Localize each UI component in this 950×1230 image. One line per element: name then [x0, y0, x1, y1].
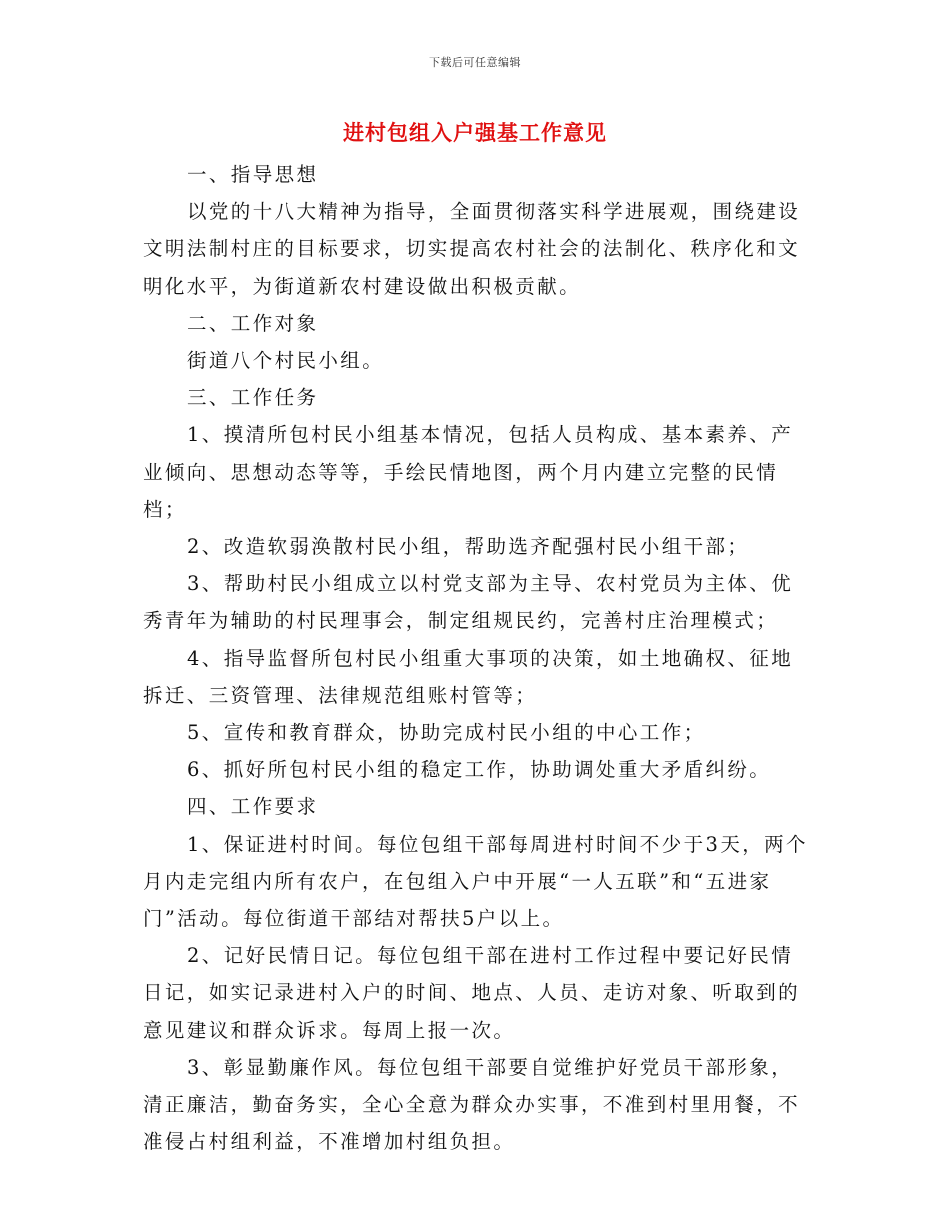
task-item-3: 3、帮助村民小组成立以村党支部为主导、农村党员为主体、优秀青年为辅助的村民理事会，制定组规民约，完善村庄治理模式；: [143, 572, 794, 633]
document-title: 进村包组入户强基工作意见: [343, 120, 607, 145]
section-heading-work-target: 二、工作对象: [187, 311, 319, 335]
task-item-5: 5、宣传和教育群众，协助完成村民小组的中心工作；: [187, 721, 706, 745]
requirement-item-1: 1、保证进村时间。每位包组干部每周进村时间不少于3天，两个月内走完组内所有农户，在包组入户中开展“一人五联”和“五进家门”活动。每位街道干部结对帮扶5户以上。: [143, 832, 808, 931]
header-note: 下载后可任意编辑: [429, 56, 521, 69]
paragraph-work-target: 街道八个村民小组。: [187, 349, 385, 373]
task-item-4: 4、指导监督所包村民小组重大事项的决策，如土地确权、征地拆迁、三资管理、法律规范组账村管等；: [143, 646, 794, 707]
paragraph-guiding-thought: 以党的十八大精神为指导，全面贯彻落实科学进展观，围绕建设文明法制村庄的目标要求，切实提高农村社会的法制化、秩序化和文明化水平，为街道新农村建设做出积极贡献。: [143, 200, 801, 298]
task-item-2: 2、改造软弱涣散村民小组，帮助选齐配强村民小组干部；: [187, 535, 750, 559]
requirement-item-3: 3、彰显勤廉作风。每位包组干部要自觉维护好党员干部形象，清正廉洁，勤奋务实，全心全意为群众办实事，不准到村里用餐，不准侵占村组利益，不准增加村组负担。: [143, 1055, 801, 1154]
section-heading-work-tasks: 三、工作任务: [187, 386, 319, 410]
document-body: [143, 156, 809, 1160]
task-item-6: 6、抓好所包村民小组的稳定工作，协助调处重大矛盾纠纷。: [187, 758, 772, 782]
task-item-1: 1、摸清所包村民小组基本情况，包括人员构成、基本素养、产业倾向、思想动态等等，手绘民情地图，两个月内建立完整的民情档；: [143, 423, 794, 521]
section-heading-guiding-thought: 一、指导思想: [187, 163, 319, 186]
section-heading-work-requirements: 四、工作要求: [187, 795, 319, 819]
requirement-item-2: 2、记好民情日记。每位包组干部在进村工作过程中要记好民情日记，如实记录进村入户的时间、地点、人员、走访对象、听取到的意见建议和群众诉求。每周上报一次。: [143, 944, 801, 1042]
